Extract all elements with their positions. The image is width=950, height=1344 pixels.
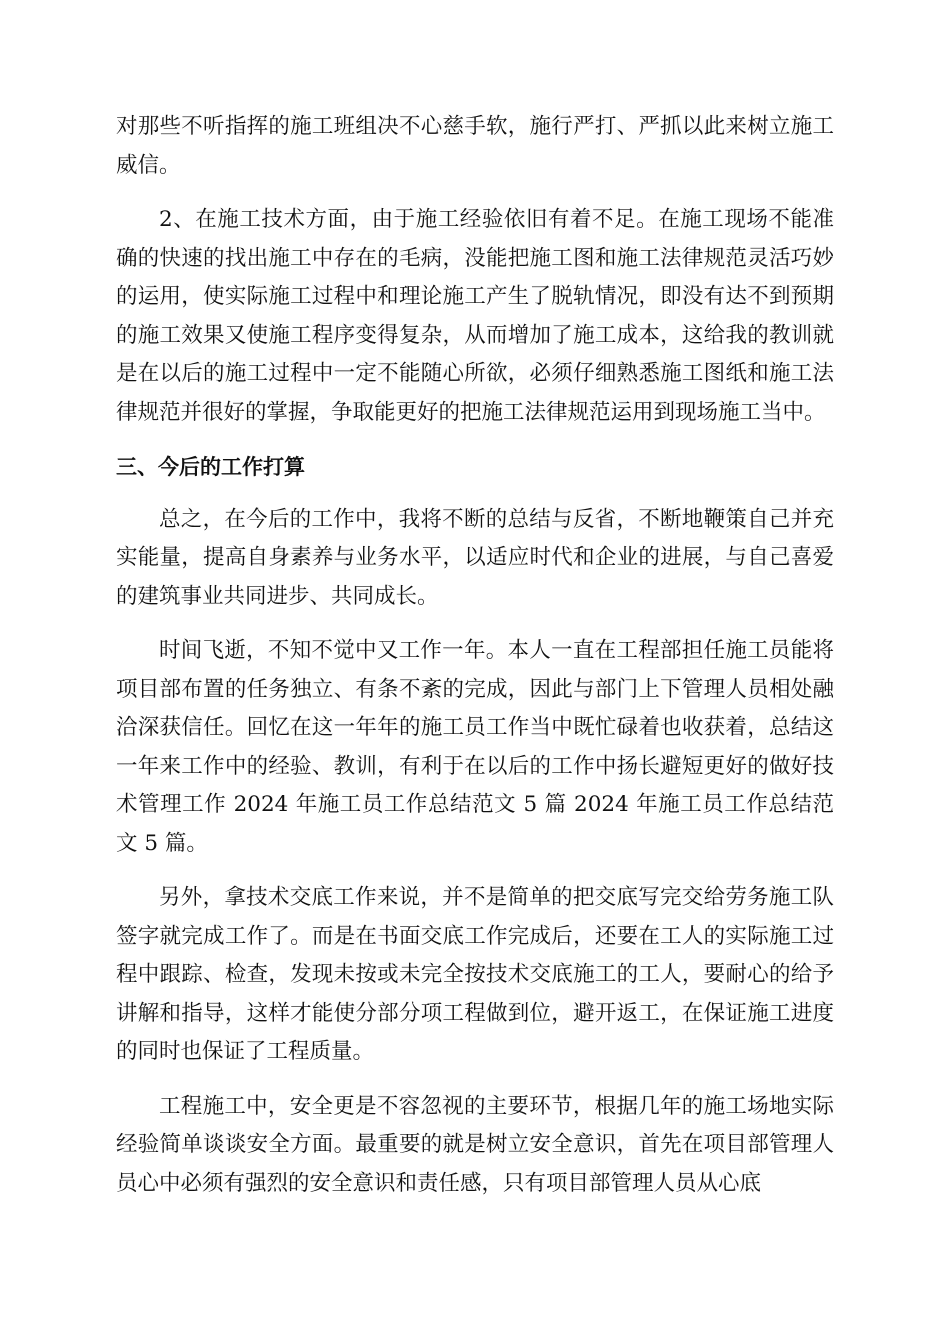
paragraph-year-review: 时间飞逝，不知不觉中又工作一年。本人一直在工程部担任施工员能将项目部布置的任务独立、有条不紊的完成，因此与部门上下管理人员相处融洽深获信任。回忆在这一年年的施工员工作当中既忙碌着也收获着，总结这一年来工作中的经验、教训，有利于在以后的工作中扬长避短更好的做好技术管理工作 2024 年施工员工作总结范文 5 篇 2024 年施工员工作总结范文 5 篇。 xyxy=(116,638,834,856)
paragraph-construction-technology: 2、在施工技术方面，由于施工经验依旧有着不足。在施工现场不能准确的快速的找出施工中存在的毛病，没能把施工图和施工法律规范灵活巧妙的运用，使实际施工过程中和理论施工产生了脱轨情况，即没有达不到预期的施工效果又使施工程序变得复杂，从而增加了施工成本，这给我的教训就是在以后的施工过程中一定不能随心所欲，必须仔细熟悉施工图纸和施工法律规范并很好的掌握，争取能更好的把施工法律规范运用到现场施工当中。 xyxy=(116,207,834,425)
paragraph-summary: 总之，在今后的工作中，我将不断的总结与反省，不断地鞭策自己并充实能量，提高自身素养与业务水平，以适应时代和企业的进展，与自己喜爱的建筑事业共同进步、共同成长。 xyxy=(116,506,834,609)
paragraph-technical-briefing: 另外，拿技术交底工作来说，并不是简单的把交底写完交给劳务施工队签字就完成工作了。而是在书面交底工作完成后，还要在工人的实际施工过程中跟踪、检查，发现未按或未完全按技术交底施工的工人，要耐心的给予讲解和指导，这样才能使分部分项工程做到位，避开返工，在保证施工进度的同时也保证了工程质量。 xyxy=(116,885,834,1064)
paragraph-safety: 工程施工中，安全更是不容忽视的主要环节，根据几年的施工场地实际经验简单谈谈安全方面。最重要的就是树立安全意识，首先在项目部管理人员心中必须有强烈的安全意识和责任感，只有项目部管理人员从心底 xyxy=(116,1093,834,1196)
document-body xyxy=(116,108,834,1219)
section-heading-future-plans: 三、今后的工作打算 xyxy=(116,455,305,479)
paragraph-continuation: 对那些不听指挥的施工班组决不心慈手软，施行严打、严抓以此来树立施工威信。 xyxy=(116,114,834,178)
